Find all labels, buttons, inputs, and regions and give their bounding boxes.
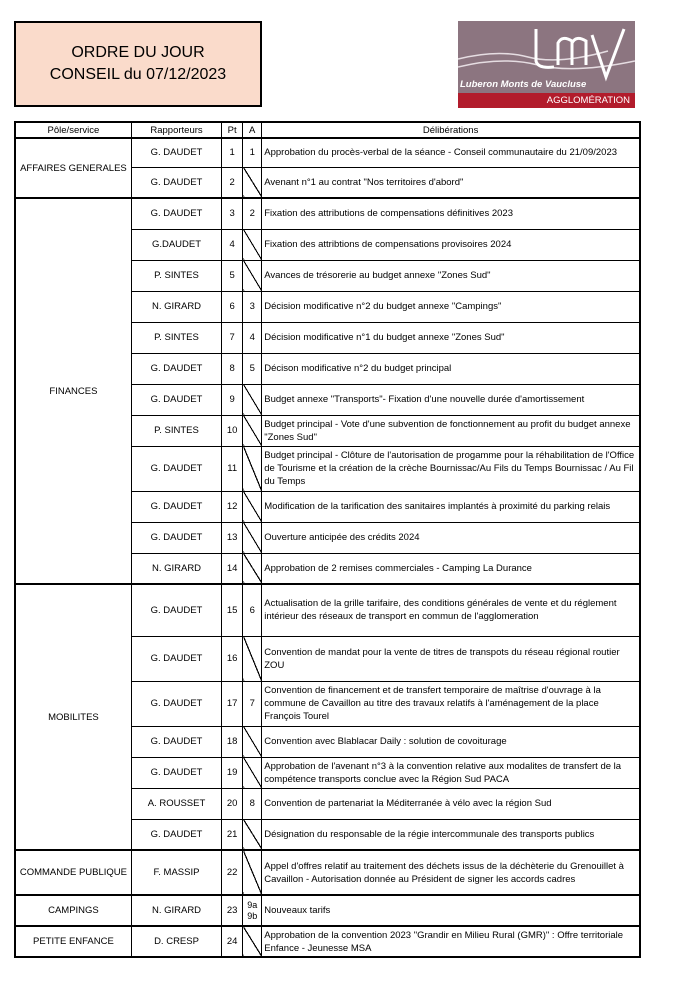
service-cell (15, 895, 131, 926)
col-header-deliberations: Délibérations (262, 122, 640, 138)
deliberation-cell: Décision modificative n°1 du budget annexe "Zones Sud" (262, 322, 640, 353)
point-cell: 8 (222, 353, 243, 384)
page-subtitle: CONSEIL du 07/12/2023 (49, 66, 227, 83)
deliberation-cell: Actualisation de la grille tarifaire, des conditions générales de vente et du réglement intérieur des réseaux de transport en commun de l'agglomeration (262, 584, 640, 636)
a-cell: 1 (243, 138, 262, 167)
point-cell: 7 (222, 322, 243, 353)
a-cell: 4 (243, 322, 262, 353)
logo (458, 21, 635, 108)
a-cell (243, 553, 262, 584)
deliberation-cell: Modification de la tarification des sanitaires implantés à proximité du parking relais (262, 491, 640, 522)
a-cell: 2 (243, 198, 262, 229)
page-title: ORDRE DU JOUR (71, 44, 205, 61)
deliberation-cell: Fixation des attributions de compensations définitives 2023 (262, 198, 640, 229)
rapporteur-cell: P. SINTES (131, 260, 221, 291)
deliberation-cell: Budget principal - Clôture de l'autorisation de progamme pour la réhabilitation de l'Office de Tourisme et la création de la crèche Bournissac/Au Fils du Temps Bournissac / Au Fil du Temps (262, 446, 640, 491)
service-cell (15, 584, 131, 850)
rapporteur-cell: G. DAUDET (131, 726, 221, 757)
service-label: PETITE ENFANCE (33, 936, 114, 947)
rapporteur-cell: G. DAUDET (131, 757, 221, 788)
rapporteur-cell: G. DAUDET (131, 819, 221, 850)
rapporteur-cell: G. DAUDET (131, 138, 221, 167)
rapporteur-cell: G. DAUDET (131, 167, 221, 198)
a-cell (243, 446, 262, 491)
point-cell: 4 (222, 229, 243, 260)
a-cell: 5 (243, 353, 262, 384)
table-row (15, 584, 640, 636)
deliberation-cell: Désignation du responsable de la régie intercommunale des transports publics (262, 819, 640, 850)
point-cell: 14 (222, 553, 243, 584)
point-cell: 10 (222, 415, 243, 446)
service-cell (15, 198, 131, 584)
logo-brand: Luberon Monts de Vaucluse (460, 79, 587, 90)
a-cell (243, 522, 262, 553)
a-cell: 7 (243, 681, 262, 726)
col-header-pt: Pt (222, 122, 243, 138)
deliberation-cell: Avances de trésorerie au budget annexe "Zones Sud" (262, 260, 640, 291)
deliberation-cell: Décision modificative n°2 du budget annexe "Campings" (262, 291, 640, 322)
table-row (15, 198, 640, 229)
rapporteur-cell: A. ROUSSET (131, 788, 221, 819)
point-cell: 6 (222, 291, 243, 322)
a-cell (243, 384, 262, 415)
a-cell (243, 636, 262, 681)
point-cell: 3 (222, 198, 243, 229)
point-cell: 21 (222, 819, 243, 850)
table-row (15, 850, 640, 895)
deliberation-cell: Fixation des attribtions de compensations provisoires 2024 (262, 229, 640, 260)
a-cell: 6 (243, 584, 262, 636)
logo-band: AGGLOMÉRATION (458, 93, 635, 108)
point-cell: 2 (222, 167, 243, 198)
deliberation-cell: Convention avec Blablacar Daily : solution de covoiturage (262, 726, 640, 757)
a-cell (243, 260, 262, 291)
service-label: COMMANDE PUBLIQUE (19, 867, 127, 878)
deliberation-cell: Avenant n°1 au contrat "Nos territoires d'abord" (262, 167, 640, 198)
deliberation-cell: Appel d'offres relatif au traitement des déchets issus de la déchèterie du Grenouillet à Cavaillon - Autorisation donnée au Président de signer les accords cadres (262, 850, 640, 895)
rapporteur-cell: D. CRESP (131, 926, 221, 957)
rapporteur-cell: G. DAUDET (131, 198, 221, 229)
a-cell (243, 850, 262, 895)
deliberation-cell: Budget annexe "Transports"- Fixation d'une nouvelle durée d'amortissement (262, 384, 640, 415)
point-cell: 5 (222, 260, 243, 291)
table-row (15, 895, 640, 926)
rapporteur-cell: N. GIRARD (131, 553, 221, 584)
rapporteur-cell: P. SINTES (131, 415, 221, 446)
point-cell: 22 (222, 850, 243, 895)
deliberation-cell: Convention de partenariat la Méditerranée à vélo avec la région Sud (262, 788, 640, 819)
table-row (15, 138, 640, 167)
deliberation-cell: Convention de financement et de transfert temporaire de maîtrise d'ouvrage à la commune de Cavaillon au titre des travaux relatifs à l'aménagement de la place François Tourel (262, 681, 640, 726)
point-cell: 13 (222, 522, 243, 553)
deliberation-cell: Approbation de l'avenant n°3 à la convention relative aux modalites de transfert de la compétence transports conclue avec la Région Sud PACA (262, 757, 640, 788)
a-cell: 3 (243, 291, 262, 322)
table-row (15, 926, 640, 957)
rapporteur-cell: P. SINTES (131, 322, 221, 353)
point-cell: 12 (222, 491, 243, 522)
rapporteur-cell: G.DAUDET (131, 229, 221, 260)
a-cell (243, 167, 262, 198)
title-box (14, 21, 262, 107)
rapporteur-cell: G. DAUDET (131, 353, 221, 384)
a-cell (243, 926, 262, 957)
a-cell (243, 415, 262, 446)
rapporteur-cell: G. DAUDET (131, 384, 221, 415)
col-header-rapporteurs: Rapporteurs (131, 122, 221, 138)
point-cell: 1 (222, 138, 243, 167)
col-header-service: Pôle/service (15, 122, 131, 138)
deliberation-cell: Nouveaux tarifs (262, 895, 640, 926)
rapporteur-cell: N. GIRARD (131, 895, 221, 926)
service-label: FINANCES (49, 385, 98, 397)
a-cell: 9a 9b (243, 895, 262, 926)
deliberation-cell: Approbation du procès-verbal de la séance - Conseil communautaire du 21/09/2023 (262, 138, 640, 167)
a-cell (243, 757, 262, 788)
rapporteur-cell: G. DAUDET (131, 584, 221, 636)
deliberation-cell: Approbation de la convention 2023 "Grandir en Milieu Rural (GMR)" : Offre territoriale Enfance - Jeunesse MSA (262, 926, 640, 957)
point-cell: 24 (222, 926, 243, 957)
a-cell: 8 (243, 788, 262, 819)
service-cell (15, 138, 131, 198)
point-cell: 11 (222, 446, 243, 491)
service-cell (15, 850, 131, 895)
point-cell: 16 (222, 636, 243, 681)
a-cell (243, 819, 262, 850)
point-cell: 23 (222, 895, 243, 926)
a-cell (243, 229, 262, 260)
col-header-a: A (243, 122, 262, 138)
agenda-table (14, 121, 641, 958)
deliberation-cell: Budget principal - Vote d'une subvention de fonctionnement au profit du budget annexe "Zones Sud" (262, 415, 640, 446)
point-cell: 19 (222, 757, 243, 788)
table-body (15, 138, 640, 957)
point-cell: 20 (222, 788, 243, 819)
deliberation-cell: Approbation de 2 remises commerciales - Camping La Durance (262, 553, 640, 584)
rapporteur-cell: F. MASSIP (131, 850, 221, 895)
service-label: MOBILITES (48, 711, 99, 723)
deliberation-cell: Convention de mandat pour la vente de titres de transpots du réseau régional routier ZOU (262, 636, 640, 681)
deliberation-cell: Décison modificative n°2 du budget principal (262, 353, 640, 384)
service-cell (15, 926, 131, 957)
logo-mark (458, 21, 635, 93)
point-cell: 17 (222, 681, 243, 726)
rapporteur-cell: G. DAUDET (131, 636, 221, 681)
a-cell (243, 491, 262, 522)
service-label: CAMPINGS (48, 905, 99, 916)
rapporteur-cell: G. DAUDET (131, 681, 221, 726)
rapporteur-cell: G. DAUDET (131, 522, 221, 553)
point-cell: 15 (222, 584, 243, 636)
point-cell: 9 (222, 384, 243, 415)
rapporteur-cell: N. GIRARD (131, 291, 221, 322)
point-cell: 18 (222, 726, 243, 757)
service-label: AFFAIRES GENERALES (20, 162, 127, 174)
rapporteur-cell: G. DAUDET (131, 446, 221, 491)
table-header-row (15, 122, 640, 138)
rapporteur-cell: G. DAUDET (131, 491, 221, 522)
a-cell (243, 726, 262, 757)
deliberation-cell: Ouverture anticipée des crédits 2024 (262, 522, 640, 553)
